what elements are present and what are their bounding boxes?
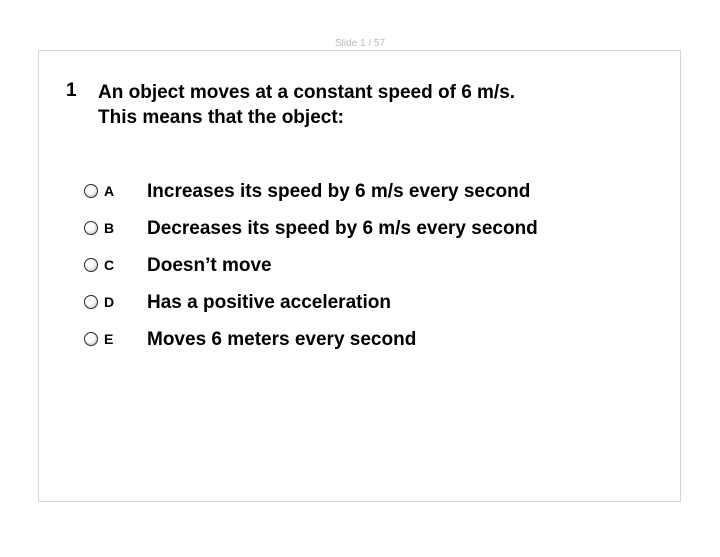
radio-button-b[interactable] [84,221,98,235]
question-number: 1 [66,80,77,101]
radio-button-a[interactable] [84,184,98,198]
option-text: Increases its speed by 6 m/s every second [147,181,531,202]
option-letter: A [104,183,115,199]
radio-button-e[interactable] [84,332,98,346]
slide-counter: Slide 1 / 57 [334,38,386,49]
option-letter: D [104,294,115,310]
option-text: Has a positive acceleration [147,292,391,313]
option-letter: E [104,331,114,347]
question-text [98,80,618,130]
option-text: Decreases its speed by 6 m/s every second [147,218,538,239]
radio-button-c[interactable] [84,258,98,272]
option-text: Doesn’t move [147,255,272,276]
radio-button-d[interactable] [84,295,98,309]
option-letter: B [104,220,115,236]
question-line-2: This means that the object: [98,107,344,128]
option-text: Moves 6 meters every second [147,329,417,350]
option-letter: C [104,257,115,273]
question-line-1: An object moves at a constant speed of 6 m/s. [98,82,516,103]
